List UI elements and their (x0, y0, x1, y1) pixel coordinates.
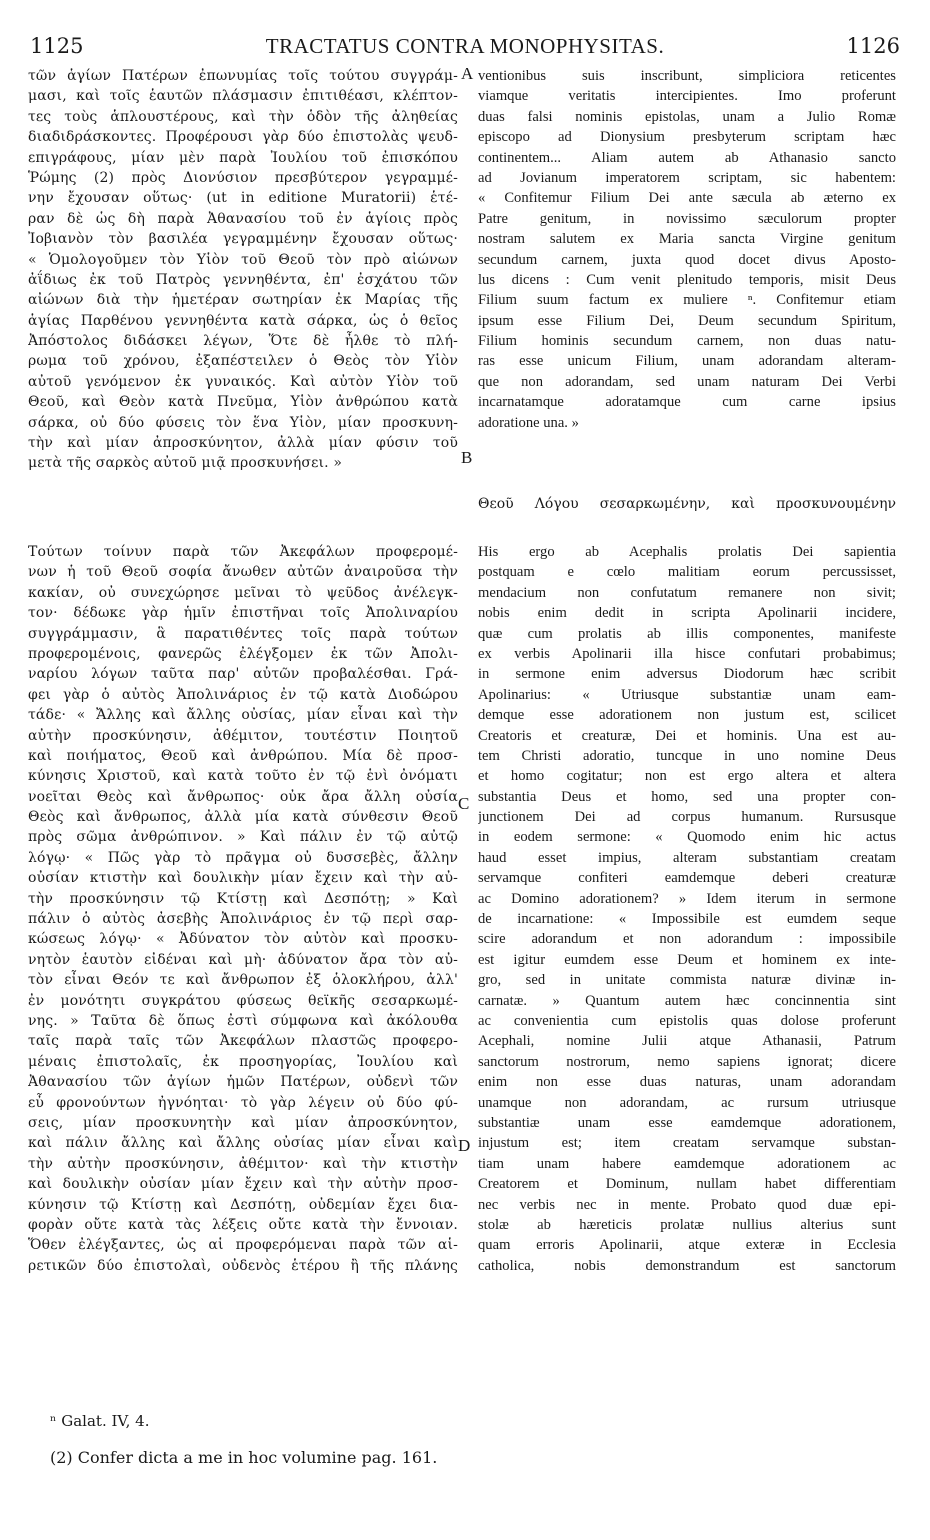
greek-text-line: « Ὁμολογοῦμεν τὸν Υἱὸν τοῦ Θεοῦ τὸν πρὸ αἰώνων (28, 251, 458, 268)
greek-text-line: κύνησιν τῷ Κτίστῃ καὶ Δεσπότῃ, οὐδεμίαν ἔχει δια- (28, 1196, 458, 1213)
greek-text-line: αὐτοῦ γενόμενον ἐκ γυναικός. Καὶ αὐτὸν Υἱὸν τοῦ (28, 373, 458, 390)
greek-text-line: τὸν εἶναι Θεόν τε καὶ ἄνθρωπον ἐξ ὁλοκλήρου, ἀλλ' (28, 972, 458, 989)
latin-text-line: ac Domino adorationem? » Idem iterum in sermone (478, 890, 896, 907)
greek-text-line: τες τοὺς ἁπλουστέρους, καὶ τὴν ὁδὸν τῆς ἀληθείας (28, 108, 458, 125)
latin-text-line: stolæ ab hæreticis prolatæ nullius alterius sunt (478, 1216, 896, 1233)
margin-marker-a: A (461, 64, 474, 83)
greek-text-line: συγγράμμασιν, ἃ παρατιθέντες τοῖς παρὰ τούτων (28, 625, 458, 642)
greek-text-line: Ἰοβιανὸν τὸν βασιλέα γεγραμμένην ἔχουσαν οὕτως· (28, 231, 458, 248)
greek-column-top (28, 66, 458, 474)
greek-text-line: ρετικῶν δύο ἐπιστολαὶ, οὐδενὸς ἑτέρου ἢ τῆς πλάνης (28, 1257, 458, 1274)
latin-text-line: Creatorem et Dominum, nullam habet differentiam (478, 1176, 896, 1193)
latin-text-line: mendacium non confutatum remanere non sivit; (478, 584, 896, 601)
latin-text-line: substantia Deus et homo, sed una propter con- (478, 788, 896, 805)
latin-text-line: continentem... Aliam autem ab Athanasio sancto (478, 149, 896, 166)
latin-text-line: ventionibus suis inscribunt, simpliciora reticentes (478, 68, 896, 84)
greek-text-line: ναρίου λόγων ταῦτα παρ' αὐτῶν προβαλέσθαι. Γρά- (28, 666, 458, 683)
greek-text-line: ἐν μονότητι συγκράτου φύσεως θεϊκῆς σεσαρκωμέ- (28, 992, 458, 1009)
latin-text-line: Filium hominis secundum carnem, non duas natu- (478, 333, 896, 350)
latin-text-line: ipsum esse Filium Dei, Deum secundum Spiritum, (478, 312, 896, 329)
latin-text-line: demque esse adorationem non justum est, scilicet (478, 707, 896, 724)
greek-text-line: Ῥώμης (2) πρὸς Διονύσιον πρεσβύτερον γεγραμμέ- (28, 169, 458, 186)
latin-text-line: carnatæ. » Quantum autem hæc concinnentia sint (478, 992, 896, 1009)
latin-text-line: Patre genitum, in novissimo sæculorum propter (478, 210, 896, 227)
latin-text-line: lus dicens : Cum venit plenitudo temporis, misit Deus (478, 271, 896, 288)
greek-text-line: επιγράφους, μίαν μὲν παρὰ Ἰουλίου τοῦ ἐπισκόπου (28, 149, 458, 166)
running-title: TRACTATUS CONTRA MONOPHYSITAS. (265, 34, 665, 58)
greek-text-line: ραν δὲ ὡς δὴ παρὰ Ἀθανασίου τοῦ ἐν ἁγίοις πρὸς (28, 210, 458, 227)
latin-text-line: scire adorandum et non adorandum : impossibile (478, 931, 896, 948)
greek-text-line: αἰώνων διὰ τὴν ἡμετέραν σωτηρίαν ἐκ Μαρίας τῆς (28, 292, 458, 309)
latin-text-line: enim non esse duas naturas, unam adorandam (478, 1074, 896, 1091)
page-number-right: 1126 (846, 34, 900, 58)
greek-text-line: τῶν ἁγίων Πατέρων ἐπωνυμίας τοῖς τούτου συγγράμ- (28, 68, 458, 84)
greek-text-line: μασι, καὶ τοῖς ἑαυτῶν πλάσμασιν ἐπιτιθέασι, κλέπτον- (28, 88, 458, 105)
latin-text-line: sanctorum nostrorum, nemo sapiens ignorat; dicere (478, 1053, 896, 1070)
greek-text-line: Τούτων τοίνυν παρὰ τῶν Ἀκεφάλων προφερομέ- (28, 544, 458, 560)
latin-text-line: ac convenientia cum epistolis quas dolose proferunt (478, 1012, 896, 1029)
greek-text-line: νητὸν ἑαυτὸν εἰδέναι καὶ μὴ· ἀδύνατον ἄρα τὸν αὐ- (28, 951, 458, 968)
greek-text-line: Θεοῦ, καὶ Θεὸν κατὰ Πνεῦμα, Υἱὸν ἀνθρώπου κατὰ (28, 394, 458, 411)
latin-text-line: nobis enim dedit in scripta Apolinarii incidere, (478, 605, 896, 622)
greek-text-line: καὶ ποιήματος, Θεοῦ καὶ ἀνθρώπου. Μία δὲ προσ- (28, 747, 458, 764)
greek-text-line: ρωμα τοῦ χρόνου, ἐξαπέστειλεν ὁ Θεὸς τὸν Υἱὸν (28, 353, 458, 370)
greek-text-line: μετὰ τῆς σαρκὸς αὐτοῦ μιᾷ προσκυνήσει. » (28, 455, 343, 472)
latin-text-line: « Confitemur Filium Dei ante sæcula ab æterno ex (478, 190, 896, 207)
greek-text-line: τὴν καὶ μίαν ἀπροσκύνητον, ἀλλὰ μίαν φύσιν τοῦ (28, 435, 458, 452)
greek-text-line: πάλιν ὁ αὐτὸς ἀσεβὴς Ἀπολινάριος ἐν τῷ περὶ σαρ- (28, 911, 458, 928)
greek-text-line: σεις, μίαν προσκυνητὴν καὶ μίαν ἀπροσκύνητον, (28, 1114, 458, 1131)
greek-text-line: διαδιδράσκοντες. Προφέρουσι γὰρ δύο ἐπιστολὰς ψευδ- (28, 129, 458, 146)
latin-text-line: gro, sed in unitate commista naturæ divinæ in- (478, 972, 896, 989)
greek-text-line: φει γὰρ ὁ αὐτὸς Ἀπολινάριος ἐν τῷ κατὰ Διοδώρου (28, 686, 458, 703)
latin-text-line: tiam unam habere eamdemque adorationem ac (478, 1155, 896, 1172)
latin-text-line: est igitur eumdem esse Deum et hominem ex inte- (478, 951, 896, 968)
latin-text-line: de incarnatione: « Impossibile est eumdem seque (478, 911, 896, 928)
latin-text-line: Acephali, nomine Julii atque Athanasii, Patrum (478, 1033, 896, 1050)
latin-text-line: nec verbis nec in mente. Probato quod duæ epi- (478, 1196, 896, 1213)
greek-text-line: ἁγίας Παρθένου γεννηθέντα κατὰ σάρκα, ὡς ὁ θεῖος (28, 312, 458, 329)
latin-text-line: tem Christi adoratio, tuncque in uno nomine Deus (478, 747, 896, 764)
latin-column-bottom (478, 542, 896, 1276)
latin-text-line: His ergo ab Acephalis prolatis Dei sapientia (478, 544, 896, 560)
latin-text-line: ad Jovianum imperatorem scriptam, sic habentem: (478, 169, 896, 186)
greek-text-line: εὖ φρονούντων ἠγνόηται· τὸ γὰρ λέγειν οὐ δύο φύ- (28, 1094, 458, 1111)
greek-text-line: τὴν αὐτὴν προσκύνησιν, ἀθέμιτον· καὶ τὴν κτιστὴν (28, 1155, 458, 1172)
greek-text-line: νην ἔχουσαν οὕτως· (ut in editione Muratorii) ἑτέ- (28, 190, 458, 207)
latin-text-line: viamque veritatis intercipientes. Imo proferunt (478, 88, 896, 105)
latin-text-line: secundum carnem, juxta quod docet divus Aposto- (478, 251, 896, 268)
greek-text-line: κώσεως λόγῳ· « Ἀδύνατον τὸν αὐτὸν καὶ προσκυ- (28, 931, 458, 948)
latin-text-line: haud esset impius, alteram substantiam creatam (478, 849, 896, 866)
latin-text-line: in sermone enim adversus Diodorum hæc scribit (478, 666, 896, 683)
greek-text-line: αὐτὴν προσκύνησιν, ἀθέμιτον, τουτέστιν Ποιητοῦ (28, 727, 458, 744)
greek-text-line: καὶ πάλιν ἄλλης καὶ ἄλλης οὐσίας μίαν εἶναι καὶ (28, 1135, 458, 1152)
latin-text-line: injustum est; item creatam servamque substan- (478, 1135, 896, 1152)
footnote-n: ⁿ Galat. IV, 4. (50, 1412, 150, 1430)
greek-text-line: κακίαν, οὐ συνεχώρησε μεῖναι τὸ ψεῦδος ἀνέλεγκ- (28, 584, 458, 601)
latin-text-line: Apolinarius: « Utriusque substantiæ unam eam- (478, 686, 896, 703)
latin-text-line: quam erroris Apolinarii, atque exteræ in Ecclesia (478, 1237, 896, 1254)
latin-text-line: et homo cogitatur; non est ergo altera et altera (478, 768, 896, 785)
latin-text-line: Filium suum factum ex muliere ⁿ. Confitemur etiam (478, 292, 896, 309)
page-header (30, 34, 900, 62)
greek-text-line: κύνησις Χριστοῦ, καὶ κατὰ τοῦτο ἐν τῷ ἑνὶ ὀνόματι (28, 768, 458, 785)
latin-text-line: episcopo ad Dionysium presbyterum scriptam hæc (478, 129, 896, 146)
greek-text-line: καὶ δουλικὴν οὐσίαν μίαν ἔχειν καὶ τὴν αὐτὴν προσ- (28, 1176, 458, 1193)
greek-text-line: ταῖς παρὰ ταῖς τῶν Ἀκεφάλων πλαστῶς προφερο- (28, 1033, 458, 1050)
greek-text-line: τον· δέδωκε γὰρ ἡμῖν ἐπιστῆναι τοῖς Ἀπολιναρίου (28, 605, 458, 622)
latin-text-line: duas falsi nominis epistolas, unam a Julio Romæ (478, 108, 896, 125)
greek-tail-line: Θεοῦ Λόγου σεσαρκωμένην, καὶ προσκυνουμένην (478, 496, 896, 512)
latin-text-line: nostram salutem ex Maria sancta Virgine genitum (478, 231, 896, 248)
greek-text-line: μέναις ἐπιστολαῖς, ἐκ προσηγορίας, Ἰουλίου καὶ (28, 1053, 458, 1070)
latin-text-line: catholica, nobis demonstrandum est sanctorum (478, 1257, 896, 1274)
greek-text-line: προφερομένοις, φανερῶς ἐλέγξομεν ἐκ τῶν Ἀπολι- (28, 645, 458, 662)
greek-text-line: νων ἡ τοῦ Θεοῦ σοφία ἄνωθεν αὐτῶν ἀναιροῦσα τὴν (28, 564, 458, 581)
greek-text-line: οὐσίαν κτιστὴν καὶ δουλικὴν μίαν ἔχειν καὶ τὴν αὐ- (28, 870, 458, 887)
greek-text-line: ἀΐδιως ἐκ τοῦ Πατρὸς γεννηθέντα, ἐπ' ἐσχάτου τῶν (28, 271, 458, 288)
latin-text-line: unamque non adorandam, ac rursum utriusque (478, 1094, 896, 1111)
greek-text-line: νης. » Ταῦτα δὲ ὅπως ἐστὶ σύμφωνα καὶ ἀκόλουθα (28, 1012, 458, 1029)
greek-text-line: λόγῳ· « Πῶς γὰρ τὸ πρᾶγμα οὐ δυσσεβὲς, ἄλλην (28, 849, 458, 866)
greek-text-line: Ὅθεν ἐλέγξαντες, ὡς αἱ προφερόμεναι παρὰ τῶν αἱ- (28, 1237, 458, 1254)
latin-text-line: in eodem sermone: « Quomodo enim hic actus (478, 829, 896, 846)
latin-text-line: ex verbis Apolinarii illa hisce confutari probabimus; (478, 645, 896, 662)
latin-text-line: substantiæ unam esse eamdemque adorationem, (478, 1114, 896, 1131)
latin-text-line: ras esse unicum Filium, unam adorandam alteram- (478, 353, 896, 370)
margin-marker-b: B (461, 448, 473, 467)
greek-text-line: Ἀπόστολος διδάσκει λέγων, Ὅτε δὲ ἦλθε τὸ πλή- (28, 333, 458, 350)
latin-text-line: que non adorandam, sed unam naturam Dei Verbi (478, 373, 896, 390)
latin-text-line: adoratione una. » (478, 414, 579, 431)
latin-text-line: junctionem Dei ad corpus humanum. Rursusque (478, 809, 896, 826)
greek-text-line: Ἀθανασίου τῶν ἁγίων ἡμῶν Πατέρων, οὐδενὶ τῶν (28, 1074, 458, 1091)
margin-marker-c: C (458, 794, 470, 813)
page-number-left: 1125 (30, 34, 84, 58)
greek-text-line: Θεὸς καὶ ἄνθρωπος, ἀλλὰ μία κατὰ σύνθεσιν Θεοῦ (28, 809, 458, 826)
latin-text-line: postquam e cœlo malitiam eorum percussisset, (478, 564, 896, 581)
greek-text-line: πρὸς σῶμα ἀνθρώπινον. » Καὶ πάλιν ἐν τῷ αὐτῷ (28, 829, 458, 846)
latin-text-line: servamque confiteri eamdemque deberi creaturæ (478, 870, 896, 887)
greek-column-bottom (28, 542, 458, 1276)
margin-marker-d: D (458, 1136, 471, 1155)
latin-column-top (478, 66, 896, 433)
greek-text-line: νοεῖται Θεὸς καὶ ἄνθρωπος· οὐκ ἄρα ἄλλη οὐσία (28, 788, 458, 805)
latin-text-line: quæ cum prolatis ab illis componentes, manifeste (478, 625, 896, 642)
greek-text-line: φορὰν οὔτε κατὰ τὰς λέξεις οὔτε κατὰ τὴν ἔννοιαν. (28, 1216, 458, 1233)
greek-text-line: τὴν προσκύνησιν τῷ Κτίστῃ καὶ Δεσπότῃ; » Καὶ (28, 890, 458, 907)
footnote-2: (2) Confer dicta a me in hoc volumine pag. 161. (50, 1448, 438, 1467)
latin-text-line: Creatoris et creaturæ, Dei et hominis. Una est au- (478, 727, 896, 744)
greek-text-line: τάδε· « Ἄλλης καὶ ἄλλης οὐσίας, μίαν εἶναι καὶ τὴν (28, 707, 458, 724)
latin-text-line: incarnatamque adoratamque cum carne ipsius (478, 394, 896, 411)
greek-text-line: σάρκα, οὐ δύο φύσεις τὸν ἕνα Υἱὸν, μίαν προσκυνη- (28, 414, 458, 431)
